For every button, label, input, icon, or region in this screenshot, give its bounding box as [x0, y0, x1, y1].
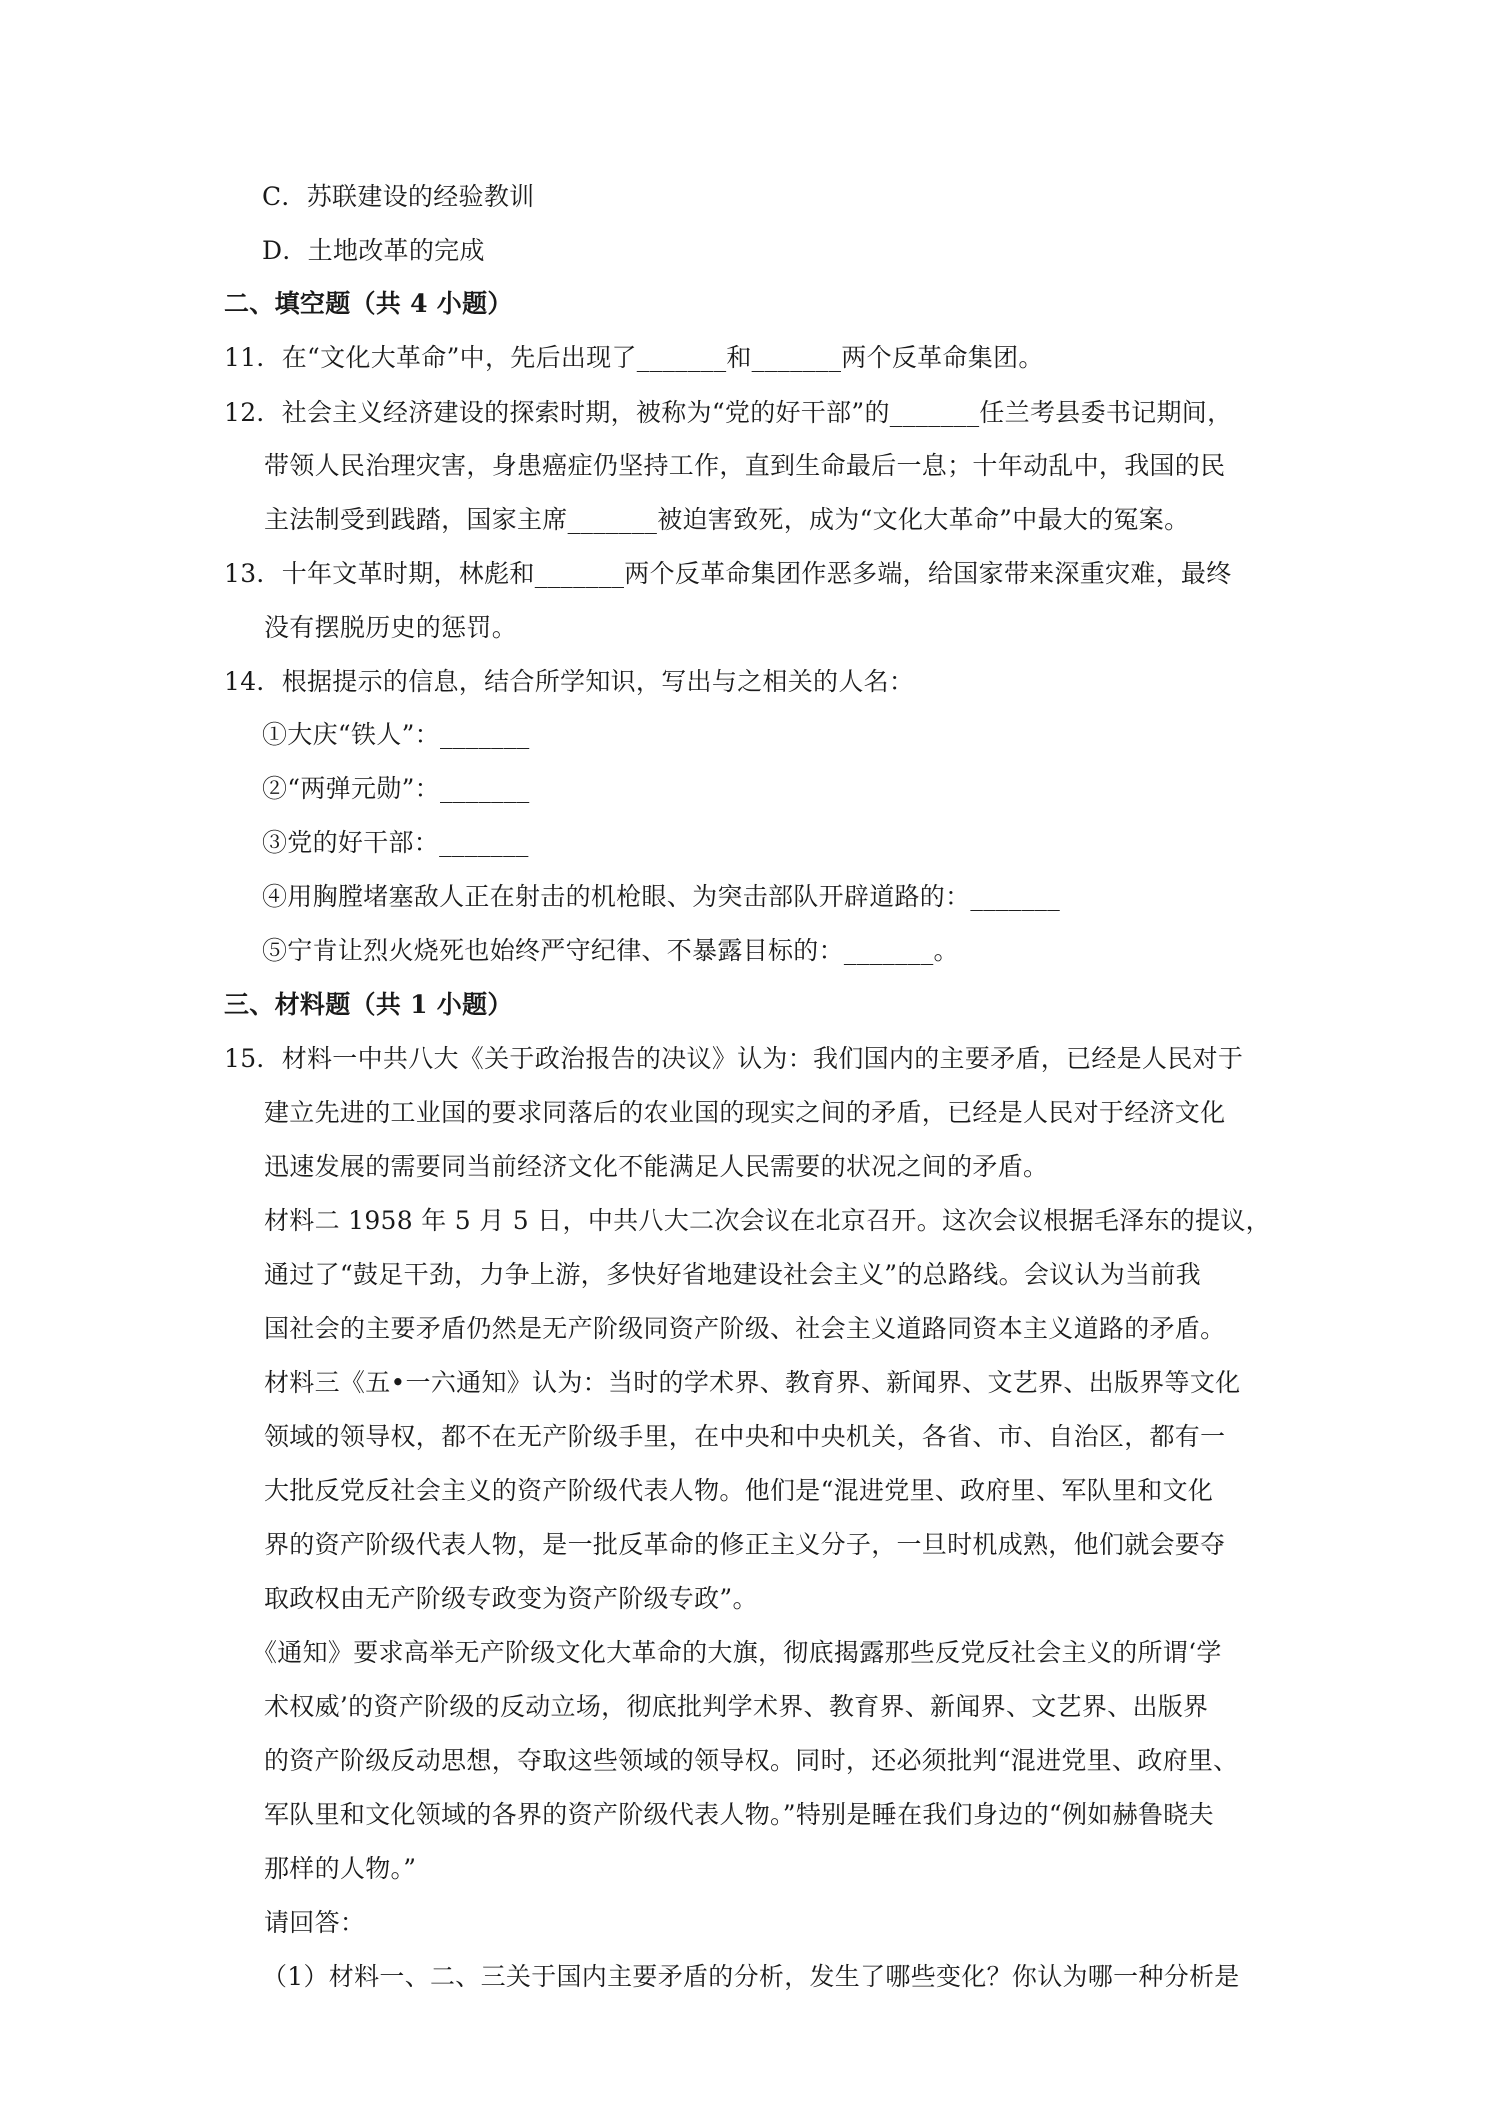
question-15-notice-line-2: 术权威’的资产阶级的反动立场，彻底批判学术界、教育界、新闻界、文艺界、出版界 — [264, 1692, 1209, 1721]
question-13-line-2: 没有摆脱历史的惩罚。 — [264, 613, 518, 642]
section-material-title: 三、材料题（共 1 小题） — [224, 990, 513, 1019]
question-14-stem: 14．根据提示的信息，结合所学知识，写出与之相关的人名： — [224, 667, 915, 696]
question-15-notice-line-1: 《通知》要求高举无产阶级文化大革命的大旗，彻底揭露那些反党反社会主义的所谓‘学 — [252, 1638, 1222, 1667]
question-15-material-2-line-1: 材料二 1958 年 5 月 5 日，中共八大二次会议在北京召开。这次会议根据毛泽东的提议， — [264, 1206, 1271, 1235]
question-14-item-5: ⑤宁肯让烈火烧死也始终严守纪律、不暴露目标的：_______。 — [262, 936, 959, 965]
question-15-material-1-line-1: 15．材料一中共八大《关于政治报告的决议》认为：我们国内的主要矛盾，已经是人民对于 — [224, 1044, 1244, 1073]
question-11: 11．在“文化大革命”中，先后出现了_______和_______两个反革命集团。 — [224, 343, 1044, 372]
question-15-material-1-line-3: 迅速发展的需要同当前经济文化不能满足人民需要的状况之间的矛盾。 — [264, 1152, 1049, 1181]
question-15-prompt: 请回答： — [264, 1908, 366, 1937]
question-15-material-3-line-4: 界的资产阶级代表人物，是一批反革命的修正主义分子，一旦时机成熟，他们就会要夺 — [264, 1530, 1226, 1559]
question-15-material-2-line-2: 通过了“鼓足干劲，力争上游，多快好省地建设社会主义”的总路线。会议认为当前我 — [264, 1260, 1201, 1289]
question-15-material-3-line-3: 大批反党反社会主义的资产阶级代表人物。他们是“混进党里、政府里、军队里和文化 — [264, 1476, 1214, 1505]
question-15-sub-1: （1）材料一、二、三关于国内主要矛盾的分析，发生了哪些变化？你认为哪一种分析是 — [262, 1962, 1240, 1991]
question-15-material-1-line-2: 建立先进的工业国的要求同落后的农业国的现实之间的矛盾，已经是人民对于经济文化 — [264, 1098, 1226, 1127]
question-15-material-2-line-3: 国社会的主要矛盾仍然是无产阶级同资产阶级、社会主义道路同资本主义道路的矛盾。 — [264, 1314, 1226, 1343]
question-13-line-1: 13．十年文革时期，林彪和_______两个反革命集团作恶多端，给国家带来深重灾难，最终 — [224, 559, 1232, 588]
question-15-material-3-line-5: 取政权由无产阶级专政变为资产阶级专政”。 — [264, 1584, 758, 1613]
question-15-notice-line-3: 的资产阶级反动思想，夺取这些领域的领导权。同时，还必须批判“混进党里、政府里、 — [264, 1746, 1239, 1775]
question-12-line-2: 带领人民治理灾害，身患癌症仍坚持工作，直到生命最后一息；十年动乱中，我国的民 — [264, 451, 1226, 480]
question-15-material-3-line-2: 领域的领导权，都不在无产阶级手里，在中央和中央机关，各省、市、自治区，都有一 — [264, 1422, 1226, 1451]
question-14-item-2: ②“两弹元勋”：_______ — [262, 774, 530, 803]
question-12-line-3: 主法制受到践踏，国家主席_______被迫害致死，成为“文化大革命”中最大的冤案。 — [264, 505, 1190, 534]
option-d: D．土地改革的完成 — [262, 236, 485, 265]
question-12-line-1: 12．社会主义经济建设的探索时期，被称为“党的好干部”的_______任兰考县委书记期间， — [224, 398, 1233, 427]
section-fill-in-title: 二、填空题（共 4 小题） — [224, 289, 513, 318]
question-14-item-1: ①大庆“铁人”：_______ — [262, 720, 530, 749]
question-15-notice-line-5: 那样的人物。” — [264, 1854, 417, 1883]
option-c: C．苏联建设的经验教训 — [262, 182, 535, 211]
question-15-notice-line-4: 军队里和文化领域的各界的资产阶级代表人物。”特别是睡在我们身边的“例如赫鲁晓夫 — [264, 1800, 1214, 1829]
question-14-item-4: ④用胸膛堵塞敌人正在射击的机枪眼、为突击部队开辟道路的：_______ — [262, 882, 1061, 911]
question-15-material-3-line-1: 材料三《五•一六通知》认为：当时的学术界、教育界、新闻界、文艺界、出版界等文化 — [264, 1368, 1241, 1397]
question-14-item-3: ③党的好干部：_______ — [262, 828, 529, 857]
